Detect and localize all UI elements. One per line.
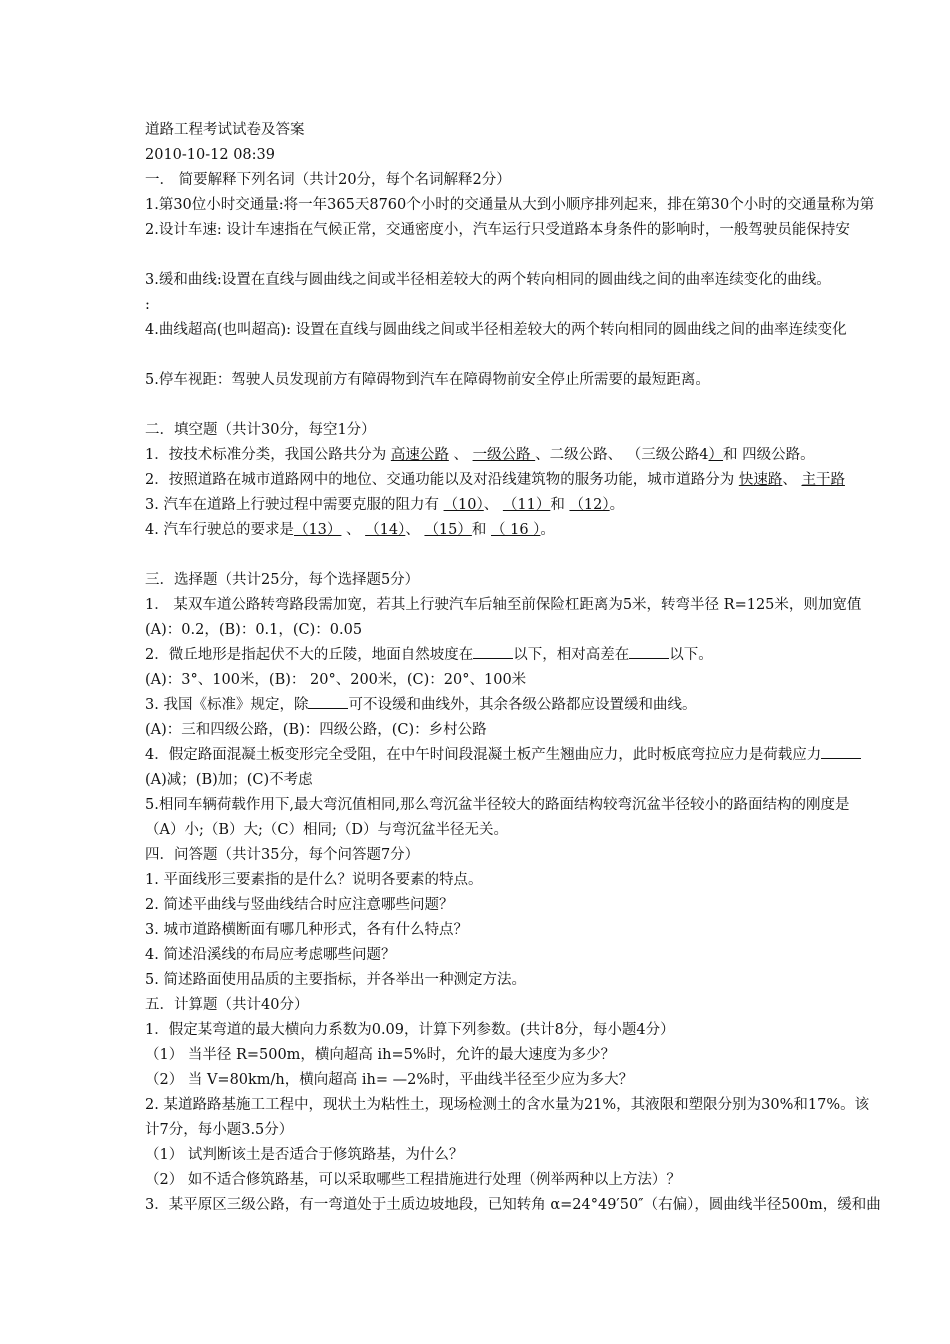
answer-fill: 快速路: [738, 472, 783, 488]
blank-line: [821, 743, 861, 759]
s1-item-4: 4.曲线超高(也叫超高): 设置在直线与圆曲线之间或半径相差较大的两个转向相同的圆曲线之间的曲率连续变化: [145, 322, 847, 338]
text: 、: [341, 522, 366, 538]
text: 1．按技术标准分类，我国公路共分为: [145, 447, 391, 463]
text: 。: [609, 497, 625, 513]
text: 和 四级公路。: [723, 447, 815, 463]
answer-fill: 高速公路: [390, 447, 449, 463]
blank-line: [473, 643, 513, 659]
text: 2．按照道路在城市道路网中的地位、交通功能以及对沿线建筑物的服务功能，城市道路分为: [145, 472, 739, 488]
answer-fill: ）: [708, 447, 724, 463]
s2-item-2: [145, 468, 950, 493]
text: 、: [405, 522, 425, 538]
s1-item-1: 1.第30位小时交通量:将一年365天8760个小时的交通量从大到小顺序排列起来，排在第30个小时的交通量称为第: [145, 197, 875, 213]
text: 4．假定路面混凝土板变形完全受阻，在中午时间段混凝土板产生翘曲应力，此时板底弯拉应力是荷载应力: [145, 747, 822, 763]
blank-fill: （15）: [424, 522, 472, 538]
answer-fill: 一级公路: [472, 447, 536, 463]
text: 和: [550, 497, 570, 513]
text: 、二级公路、 （三级公路4: [535, 447, 709, 463]
s3-item-4-options: (A)减；(B)加；(C)不考虑: [145, 772, 313, 788]
blank-fill: （12）: [569, 497, 610, 513]
s3-item-5: 5.相同车辆荷载作用下,最大弯沉值相同,那么弯沉盆半径较大的路面结构较弯沉盆半径较小的路面结构的刚度是: [145, 797, 850, 813]
s4-item-2: 2. 简述平曲线与竖曲线结合时应注意哪些问题？: [145, 897, 454, 913]
s3-item-3: [145, 693, 950, 718]
section-2-heading: 二．填空题（共计30分，每空1分）: [145, 422, 376, 438]
s2-item-3: [145, 493, 950, 518]
section-1-heading: 一． 简要解释下列名词（共计20分，每个名词解释2分）: [145, 172, 511, 188]
text: 以下，相对高差在: [513, 647, 630, 663]
spacer: [145, 243, 950, 268]
text: 和: [471, 522, 491, 538]
s3-item-2: [145, 643, 950, 668]
s4-item-1: 1. 平面线形三要素指的是什么？说明各要素的特点。: [145, 872, 483, 888]
s2-item-1: [145, 443, 950, 468]
s5-item-2-sub-2: （2） 如不适合修筑路基，可以采取哪些工程措施进行处理（例举两种以上方法）？: [145, 1172, 681, 1188]
text: 、: [483, 497, 503, 513]
blank-fill: （10）: [443, 497, 484, 513]
section-3-heading: 三．选择题（共计25分，每个选择题5分）: [145, 572, 420, 588]
text: 、: [448, 447, 473, 463]
s3-item-5-options: （A）小;（B）大;（C）相同;（D）与弯沉盆半径无关。: [145, 822, 509, 838]
s3-item-1: 1． 某双车道公路转弯路段需加宽，若其上行驶汽车后轴至前保险杠距离为5米，转弯半径 R=125米，则加宽值: [145, 597, 862, 613]
s3-item-3-options: (A)：三和四级公路，(B)：四级公路，(C)：乡村公路: [145, 722, 487, 738]
blank-line: [629, 643, 669, 659]
text: 3. 我国《标准》规定，除: [145, 697, 309, 713]
s5-item-2: 2. 某道路路基施工工程中，现状土为粘性土，现场检测土的含水量为21%，其液限和塑限分别为30%和17%。该: [145, 1097, 870, 1113]
section-5-heading: 五．计算题（共计40分）: [145, 997, 309, 1013]
blank-fill: （13）: [293, 522, 342, 538]
s5-item-3: 3．某平原区三级公路，有一弯道处于土质边坡地段，已知转角 α=24°49′50″（右偏），圆曲线半径500m，缓和曲: [145, 1197, 881, 1213]
answer-fill: 主干路: [801, 472, 845, 488]
s2-item-4: [145, 518, 950, 543]
s5-item-1-sub-1: （1） 当半径 R=500m，横向超高 ih=5%时，允许的最大速度为多少？: [145, 1047, 616, 1063]
section-4-heading: 四．问答题（共计35分，每个问答题7分）: [145, 847, 420, 863]
s4-item-3: 3. 城市道路横断面有哪几种形式，各有什么特点？: [145, 922, 468, 938]
document-body: [145, 118, 950, 1218]
s1-item-5: 5.停车视距：驾驶人员发现前方有障碍物到汽车在障碍物前安全停止所需要的最短距离。: [145, 372, 710, 388]
text: 、: [782, 472, 802, 488]
spacer: [145, 393, 950, 418]
doc-title: 道路工程考试试卷及答案: [145, 122, 305, 138]
blank-fill: （11）: [502, 497, 551, 513]
blank-fill: （14）: [365, 522, 406, 538]
spacer: [145, 543, 950, 568]
text: 3. 汽车在道路上行驶过程中需要克服的阻力有: [145, 497, 444, 513]
s3-item-2-options: (A)：3°、100米，(B)： 20°、200米，(C)：20°、100米: [145, 672, 527, 688]
s3-item-1-options: (A)：0.2，(B)：0.1，(C)：0.05: [145, 622, 363, 638]
text: 2．微丘地形是指起伏不大的丘陵，地面自然坡度在: [145, 647, 474, 663]
stray-colon: :: [145, 297, 150, 313]
s4-item-5: 5. 简述路面使用品质的主要指标，并各举出一种测定方法。: [145, 972, 526, 988]
s1-item-2: 2.设计车速: 设计车速指在气候正常，交通密度小，汽车运行只受道路本身条件的影响时，一般驾驶员能保持安: [145, 222, 850, 238]
s3-item-4: [145, 743, 950, 768]
s5-item-1: 1．假定某弯道的最大横向力系数为0.09，计算下列参数。(共计8分，每小题4分）: [145, 1022, 675, 1038]
s4-item-4: 4. 简述沿溪线的布局应考虑哪些问题？: [145, 947, 396, 963]
blank-line: [308, 693, 348, 709]
spacer: [145, 343, 950, 368]
text: 以下。: [669, 647, 713, 663]
text: 4. 汽车行驶总的要求是: [145, 522, 294, 538]
doc-datetime: 2010-10-12 08:39: [145, 147, 275, 163]
blank-fill: （ 16 ）: [491, 522, 541, 538]
s5-item-2-sub-1: （1） 试判断该土是否适合于修筑路基，为什么？: [145, 1147, 464, 1163]
s1-item-3: 3.缓和曲线:设置在直线与圆曲线之间或半径相差较大的两个转向相同的圆曲线之间的曲率连续变化的曲线。: [145, 272, 831, 288]
text: 可不设缓和曲线外，其余各级公路都应设置缓和曲线。: [348, 697, 697, 713]
s5-item-2-cont: 计7分，每小题3.5分）: [145, 1122, 294, 1138]
s5-item-1-sub-2: （2） 当 V=80km/h，横向超高 ih= —2%时，平曲线半径至少应为多大？: [145, 1072, 634, 1088]
text: 。: [540, 522, 555, 538]
